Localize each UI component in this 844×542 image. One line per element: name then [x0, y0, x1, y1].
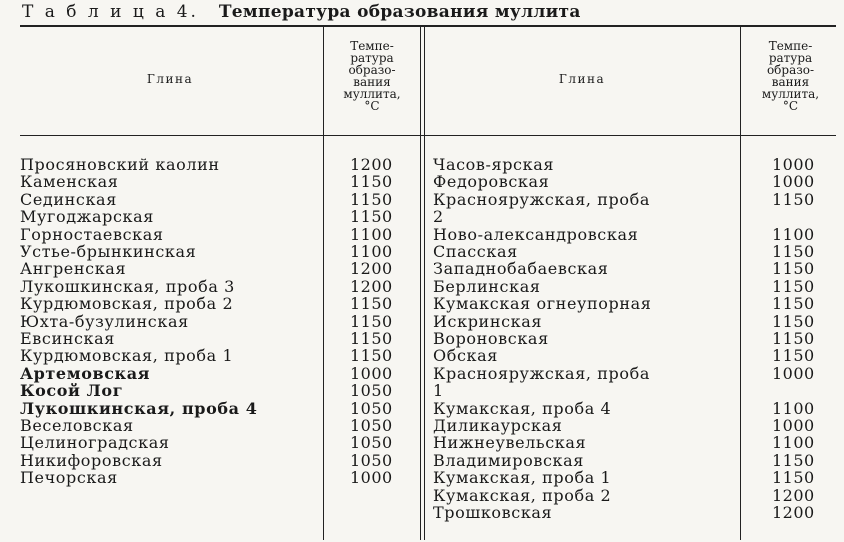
mullite-temperature: 1100	[350, 242, 393, 261]
clay-name: Лукошкинская, проба 3	[20, 276, 235, 296]
mullite-temperature: 1150	[350, 172, 393, 192]
mullite-temperature: 1050	[350, 381, 393, 401]
table-label: Т а б л и ц а 4.	[22, 2, 199, 22]
mullite-temperature: 1100	[772, 398, 815, 418]
mullite-temperature: 1150	[350, 329, 393, 348]
top-rule	[20, 25, 836, 27]
clay-name: Сединская	[20, 189, 117, 209]
clay-name: Курдюмовская, проба 1	[20, 346, 234, 366]
mullite-temperature: 1200	[772, 485, 815, 505]
right-values	[772, 156, 832, 536]
clay-name: Веселовская	[20, 416, 134, 435]
right-table-body	[433, 156, 733, 536]
mullite-temperature: 1200	[350, 155, 393, 174]
header-temp-line: Темпе-	[350, 39, 394, 53]
clay-name: Искринская	[433, 311, 543, 331]
clay-name: Кумакская, проба 4	[433, 398, 612, 418]
mullite-temperature: 1050	[350, 433, 393, 453]
left-table-body	[20, 156, 320, 536]
mullite-temperature: 1000	[350, 468, 393, 488]
table-title	[22, 2, 581, 22]
mullite-temperature: 1150	[772, 468, 815, 488]
clay-name: Краснояружская, проба	[433, 363, 650, 383]
col-divider-mid-a	[420, 27, 421, 540]
header-clay-right: Глина	[558, 72, 606, 86]
header-temp-line: °С	[782, 99, 799, 113]
mullite-temperature: 1000	[772, 363, 815, 383]
clay-name: Кумакская, проба 2	[433, 485, 612, 505]
header-temp-line: °С	[364, 99, 380, 113]
clay-name: Целиноградская	[20, 433, 170, 453]
mullite-temperature: 1200	[350, 259, 393, 279]
header-temp-left	[326, 40, 418, 112]
mullite-temperature: 1150	[350, 346, 393, 366]
mullite-temperature: 1150	[350, 189, 393, 209]
clay-name: Каменская	[20, 172, 119, 192]
col-divider-mid-b	[424, 27, 425, 540]
mullite-temperature: 1150	[772, 189, 815, 209]
header-temp-line: вания	[771, 75, 810, 89]
mullite-temperature: 1150	[350, 311, 393, 331]
clay-name: Лукошкинская, проба 4	[20, 398, 258, 418]
header-bottom-rule	[20, 135, 836, 136]
clay-name: Федоровская	[433, 172, 550, 192]
clay-name: Евсинская	[20, 329, 115, 348]
clay-name: Ангренская	[20, 259, 127, 279]
col-divider-left	[323, 27, 324, 540]
header-temp-line: вания	[353, 75, 391, 89]
clay-name: Кумакская огнеупорная	[433, 294, 652, 314]
clay-name: Краснояружская, проба	[433, 189, 650, 209]
header-temp-line: муллита,	[761, 87, 820, 101]
clay-name: Вороновская	[433, 329, 549, 348]
left-values	[350, 156, 410, 536]
clay-name: Берлинская	[433, 276, 541, 296]
header-temp-line: муллита,	[343, 87, 401, 101]
mullite-temperature: 1150	[772, 276, 815, 296]
header-temp-line: образо-	[766, 63, 815, 77]
clay-name: Спасская	[433, 242, 518, 261]
mullite-temperature: 1200	[772, 503, 815, 522]
mullite-temperature: 1150	[772, 346, 815, 366]
mullite-temperature: 1150	[772, 311, 815, 331]
mullite-temperature: 1200	[350, 276, 393, 296]
header-temp-line: ратура	[768, 51, 813, 65]
clay-name: Курдюмовская, проба 2	[20, 294, 234, 314]
mullite-temperature: 1100	[350, 224, 393, 244]
clay-name: Юхта-бузулинская	[20, 311, 189, 331]
clay-name: Просяновский каолин	[20, 155, 220, 174]
clay-name: Артемовская	[20, 363, 151, 383]
header-temp-line: образо-	[348, 63, 396, 77]
clay-name: Обская	[433, 346, 498, 366]
mullite-temperature: 1000	[772, 155, 815, 174]
header-clay-left: Глина	[146, 72, 194, 86]
mullite-temperature: 1000	[772, 416, 815, 435]
header-temp-line: ратура	[350, 51, 394, 65]
mullite-temperature: 1000	[350, 363, 393, 383]
mullite-temperature: 1150	[772, 294, 815, 314]
clay-name: Трошковская	[433, 503, 553, 522]
col-divider-right	[740, 27, 741, 540]
clay-name: Мугоджарская	[20, 207, 154, 227]
mullite-temperature: 1050	[350, 398, 393, 418]
mullite-temperature: 1100	[772, 224, 815, 244]
mullite-temperature: 1100	[772, 433, 815, 453]
mullite-temperature: 1150	[772, 329, 815, 348]
clay-name: Западнобабаевская	[433, 259, 609, 279]
table-caption: Температура образования муллита	[218, 2, 581, 22]
clay-name: Диликаурская	[433, 416, 563, 435]
clay-name-continuation: 1	[433, 381, 444, 401]
mullite-temperature: 1150	[350, 207, 393, 227]
clay-name: Кумакская, проба 1	[433, 468, 612, 488]
clay-name: Косой Лог	[20, 381, 124, 401]
mullite-temperature: 1150	[772, 259, 815, 279]
mullite-temperature: 1150	[350, 294, 393, 314]
clay-name: Владимировская	[433, 450, 584, 470]
mullite-temperature: 1000	[772, 172, 815, 192]
header-temp-line: Темпе-	[768, 39, 813, 53]
mullite-temperature: 1150	[772, 450, 815, 470]
clay-name-continuation: 2	[433, 207, 444, 227]
mullite-temperature: 1050	[350, 416, 393, 435]
clay-name: Часов-ярская	[433, 155, 555, 174]
clay-name: Горностаевская	[20, 224, 164, 244]
clay-name: Печорская	[20, 468, 118, 488]
mullite-temperature: 1150	[772, 242, 815, 261]
clay-name: Никифоровская	[20, 450, 163, 470]
mullite-temperature: 1050	[350, 450, 393, 470]
header-temp-right	[743, 40, 838, 112]
clay-name: Устье-брынкинская	[20, 242, 197, 261]
clay-name: Ново-александровская	[433, 224, 639, 244]
clay-name: Нижнеувельская	[433, 433, 587, 453]
